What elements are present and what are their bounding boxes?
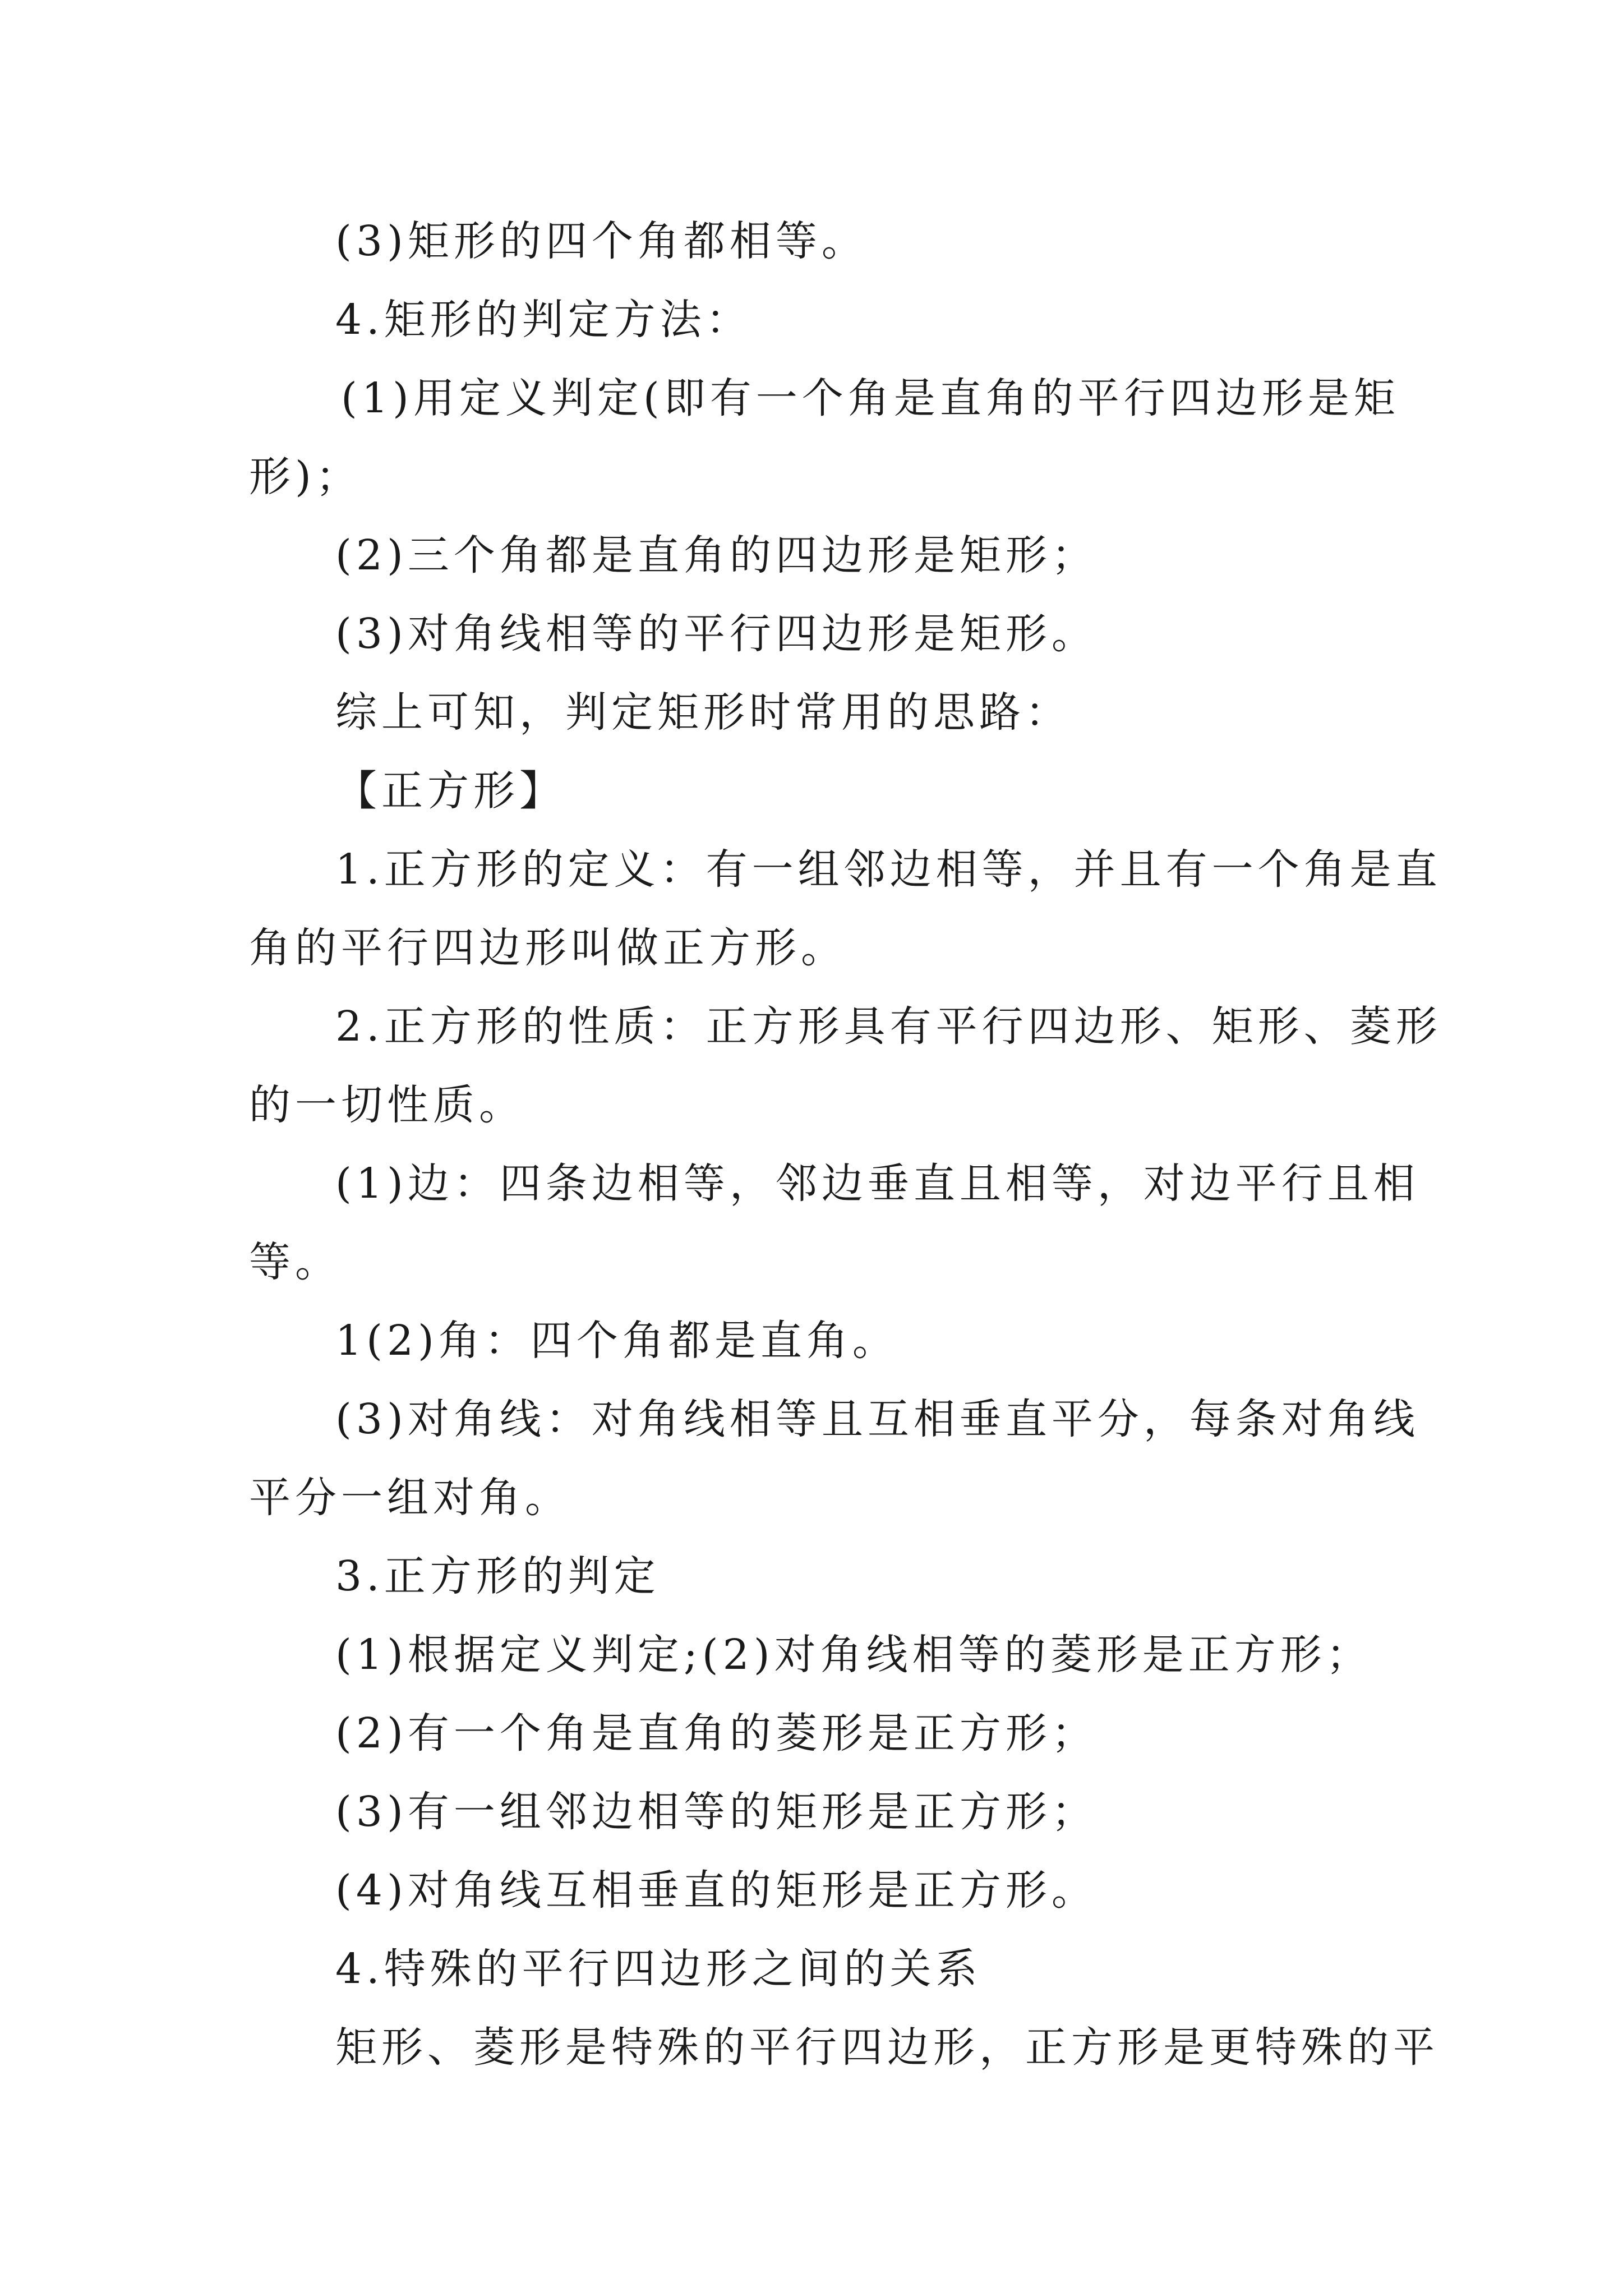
text-line: 2.正方形的性质：正方形具有平行四边形、矩形、菱形 — [335, 1002, 1442, 1051]
section-heading: 【正方形】 — [335, 767, 565, 815]
text-line: 平分一组对角。 — [249, 1474, 571, 1522]
text-line: 4.矩形的判定方法： — [335, 296, 752, 344]
text-line: (3)矩形的四个角都相等。 — [335, 217, 868, 265]
text-line: 1(2)角：四个角都是直角。 — [335, 1317, 898, 1365]
text-line: 矩形、菱形是特殊的平行四边形，正方形是更特殊的平 — [335, 2023, 1439, 2072]
text-line: 1.正方形的定义：有一组邻边相等，并且有一个角是直 — [335, 845, 1442, 894]
text-line: (3)对角线：对角线相等且互相垂直平分，每条对角线 — [335, 1395, 1419, 1443]
text-line: (3)有一组邻边相等的矩形是正方形； — [335, 1788, 1098, 1836]
text-line: (1)边：四条边相等，邻边垂直且相等，对边平行且相 — [335, 1159, 1419, 1208]
text-line: 的一切性质。 — [249, 1081, 525, 1129]
text-line: 3.正方形的判定 — [335, 1552, 660, 1600]
text-line: (2)三个角都是直角的四边形是矩形； — [335, 531, 1098, 579]
text-line: 形)； — [249, 453, 362, 501]
text-line: 综上可知，判定矩形时常用的思路： — [335, 688, 1071, 737]
text-line: 等。 — [249, 1238, 341, 1286]
text-line: (1)根据定义判定;(2)对角线相等的菱形是正方形； — [335, 1631, 1372, 1679]
text-line: (1)用定义判定(即有一个角是直角的平行四边形是矩 — [341, 374, 1400, 422]
text-line: (2)有一个角是直角的菱形是正方形； — [335, 1709, 1098, 1757]
text-line: (4)对角线互相垂直的矩形是正方形。 — [335, 1866, 1098, 1915]
text-line: 4.特殊的平行四边形之间的关系 — [335, 1945, 982, 1993]
text-line: (3)对角线相等的平行四边形是矩形。 — [335, 610, 1098, 658]
text-line: 角的平行四边形叫做正方形。 — [249, 924, 847, 972]
